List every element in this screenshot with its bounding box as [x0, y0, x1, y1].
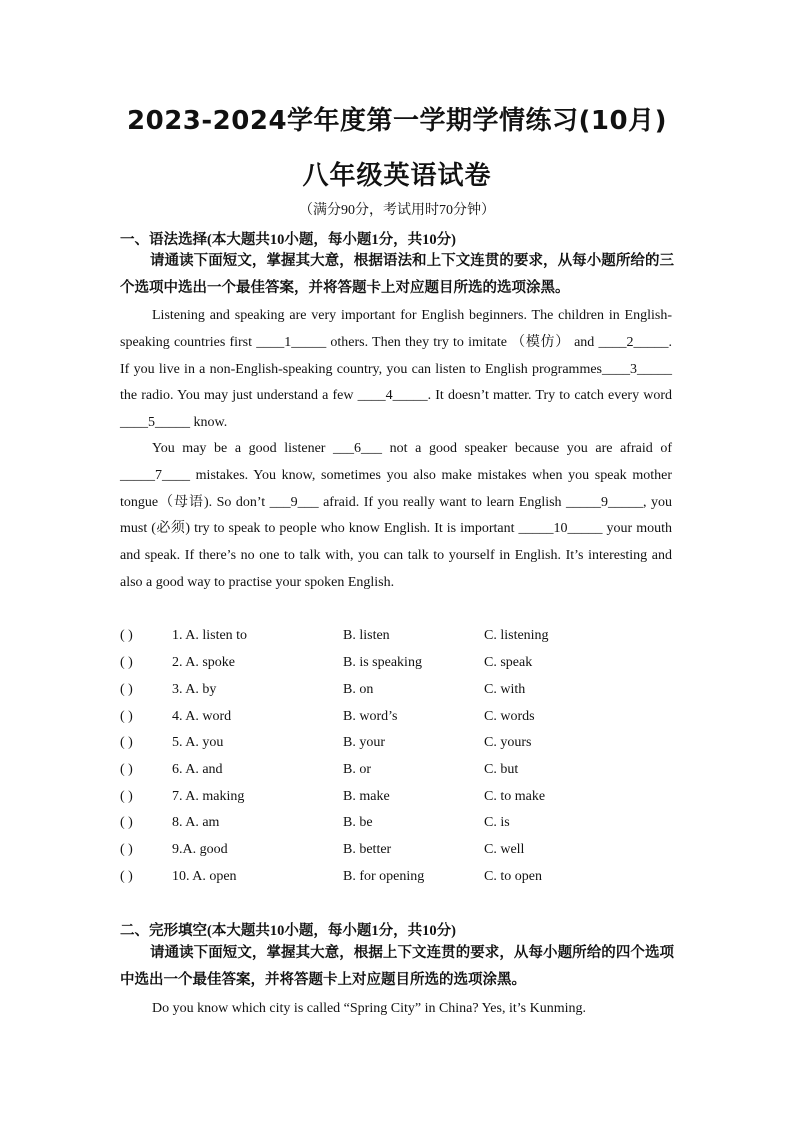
option-a: 2. A. spoke	[172, 655, 235, 670]
option-a: 5. A. you	[172, 735, 224, 750]
option-a: 1. A. listen to	[172, 628, 248, 643]
option-b: B. on	[343, 682, 374, 697]
option-b: B. word’s	[343, 709, 398, 724]
question-row-2	[120, 655, 680, 681]
question-row-1	[120, 628, 680, 654]
option-b: B. make	[343, 789, 390, 804]
answer-blank[interactable]: ( )	[120, 815, 133, 830]
question-row-4	[120, 709, 680, 735]
option-c: C. listening	[484, 628, 549, 643]
option-b: B. better	[343, 842, 392, 857]
passage-paragraph-2: You may be a good listener ___6___ not a good speaker because you are afraid of _____7____ mistakes. You know, sometimes you also make mistakes when you speak mother tongue（母语). So don’t ___9___ afraid. If you really want to learn English _____9_____, you must (必须) try to speak to people who know English. It is important _____10_____ your mouth and speak. If there’s no one to talk with, you can talk to yourself in English. It’s interesting and also a good way to practise your spoken English.	[120, 441, 672, 590]
exam-subtitle: 八年级英语试卷	[302, 161, 492, 191]
answer-blank[interactable]: ( )	[120, 628, 133, 643]
question-row-8	[120, 815, 680, 841]
answer-blank[interactable]: ( )	[120, 682, 133, 697]
answer-blank[interactable]: ( )	[120, 735, 133, 750]
question-row-10	[120, 869, 680, 895]
option-c: C. words	[484, 709, 535, 724]
option-c: C. is	[484, 815, 510, 830]
answer-blank[interactable]: ( )	[120, 869, 133, 884]
answer-blank[interactable]: ( )	[120, 842, 133, 857]
option-a: 9.A. good	[172, 842, 228, 857]
section1-instruction: 请通读下面短文，掌握其大意，根据语法和上下文连贯的要求，从每小题所给的三个选项中选出一个最佳答案，并将答题卡上对应题目所选的选项涂黑。	[120, 253, 674, 296]
question-row-9	[120, 842, 680, 868]
section2-instruction: 请通读下面短文，掌握其大意，根据上下文连贯的要求，从每小题所给的四个选项中选出一个最佳答案，并将答题卡上对应题目所选的选项涂黑。	[120, 945, 674, 988]
question-row-6	[120, 762, 680, 788]
option-c: C. yours	[484, 735, 532, 750]
option-a: 4. A. word	[172, 709, 232, 724]
option-c: C. to open	[484, 869, 542, 884]
option-b: B. listen	[343, 628, 390, 643]
option-c: C. well	[484, 842, 525, 857]
section2-heading: 二、完形填空(本大题共10小题，每小题1分，共10分)	[120, 923, 456, 939]
answer-blank[interactable]: ( )	[120, 789, 133, 804]
answer-blank[interactable]: ( )	[120, 762, 133, 777]
answer-blank[interactable]: ( )	[120, 709, 133, 724]
section1-heading: 一、语法选择(本大题共10小题，每小题1分，共10分)	[120, 232, 456, 248]
passage-paragraph-1: Listening and speaking are very important for English beginners. The children in English-speaking countries first ____1_____ others. Then they try to imitate （模仿） and ____2_____. If you live in a non-English-speaking country, you can listen to English programmes____3_____ the radio. You may just understand a few ____4_____. It doesn’t matter. Try to catch every word ____5_____ know.	[120, 308, 672, 431]
option-a: 8. A. am	[172, 815, 220, 830]
question-row-3	[120, 682, 680, 708]
question-row-5	[120, 735, 680, 761]
option-c: C. with	[484, 682, 526, 697]
option-b: B. be	[343, 815, 373, 830]
exam-note: （满分90分，考试用时70分钟）	[299, 203, 495, 218]
option-b: B. or	[343, 762, 371, 777]
passage2-first-line: Do you know which city is called “Spring City” in China? Yes, it’s Kunming.	[152, 1001, 586, 1016]
option-c: C. but	[484, 762, 519, 777]
option-c: C. speak	[484, 655, 533, 670]
option-a: 6. A. and	[172, 762, 223, 777]
option-c: C. to make	[484, 789, 546, 804]
option-b: B. for opening	[343, 869, 425, 884]
option-b: B. is speaking	[343, 655, 422, 670]
answer-blank[interactable]: ( )	[120, 655, 133, 670]
option-a: 3. A. by	[172, 682, 217, 697]
option-b: B. your	[343, 735, 385, 750]
exam-title: 2023-2024学年度第一学期学情练习(10月)	[127, 106, 667, 136]
option-a: 7. A. making	[172, 789, 245, 804]
option-a: 10. A. open	[172, 869, 237, 884]
question-row-7	[120, 789, 680, 815]
